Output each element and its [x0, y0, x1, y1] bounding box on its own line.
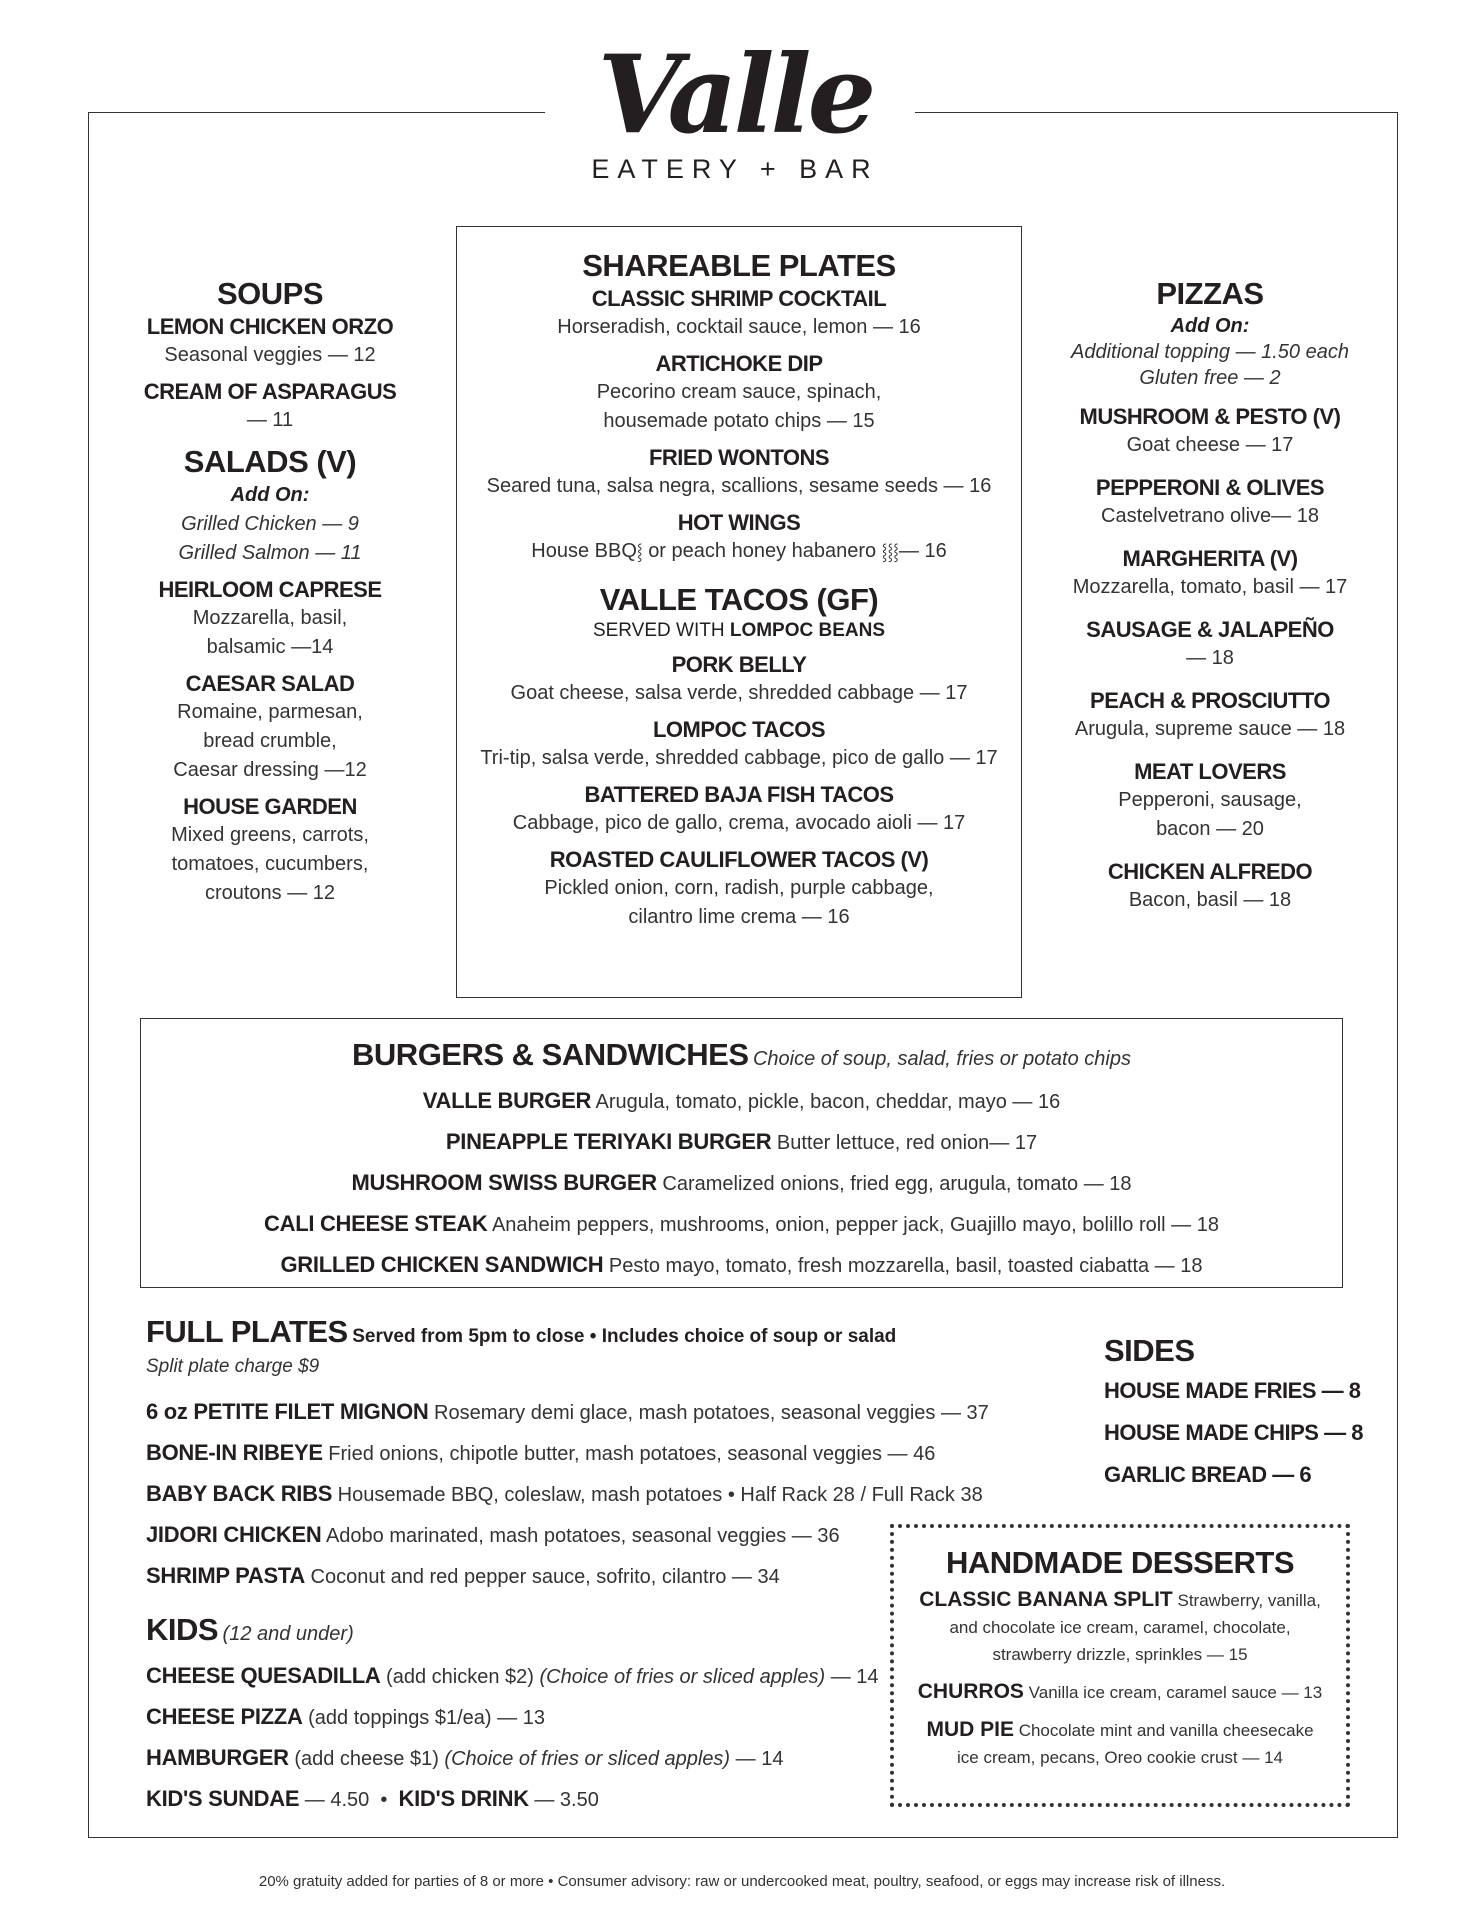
menu-item-desc: Coconut and red pepper sauce, sofrito, cilantro — 34: [310, 1566, 780, 1588]
bullet: •: [380, 1789, 388, 1811]
menu-item-note: (Choice of fries or sliced apples): [539, 1666, 826, 1688]
menu-item-name: MEAT LOVERS: [1134, 759, 1286, 784]
burgers-subtitle: Choice of soup, salad, fries or potato chips: [752, 1048, 1131, 1070]
menu-item-name: ARTICHOKE DIP: [655, 351, 823, 376]
menu-item-desc: bread crumble,: [203, 730, 337, 752]
shareable-tacos-column: [456, 247, 1022, 932]
menu-item-name: CHICKEN ALFREDO: [1107, 859, 1313, 884]
menu-item-desc: — 11: [246, 409, 294, 431]
wings-desc-c: — 16: [898, 540, 947, 562]
shareable-heading: SHAREABLE PLATES: [582, 248, 896, 283]
menu-item-desc: Cabbage, pico de gallo, crema, avocado aioli — 17: [512, 812, 966, 834]
menu-item-name: BATTERED BAJA FISH TACOS: [584, 782, 894, 807]
menu-item-desc: ice cream, pecans, Oreo cookie crust — 14: [957, 1748, 1283, 1767]
menu-item-name: MUSHROOM SWISS BURGER: [351, 1170, 657, 1195]
desserts-section: [900, 1544, 1340, 1771]
menu-item-desc: Mozzarella, tomato, basil — 17: [1072, 576, 1348, 598]
soups-heading: SOUPS: [216, 276, 324, 311]
menu-item-desc: balsamic —14: [206, 636, 334, 658]
sides-heading: SIDES: [1104, 1333, 1195, 1368]
menu-item-desc: Fried onions, chipotle butter, mash potatoes, seasonal veggies — 46: [328, 1443, 936, 1465]
menu-item-desc: housemade potato chips — 15: [603, 410, 875, 432]
menu-item-desc: bacon — 20: [1156, 818, 1264, 840]
menu-item-desc: Horseradish, cocktail sauce, lemon — 16: [557, 316, 921, 338]
menu-item-desc: Goat cheese — 17: [1126, 434, 1294, 456]
menu-item-desc: (add toppings $1/ea): [308, 1707, 492, 1729]
menu-item-name: MUD PIE: [926, 1718, 1014, 1741]
burger-row: [140, 1163, 1343, 1204]
served-beans: LOMPOC BEANS: [729, 620, 886, 641]
menu-item-name: VALLE BURGER: [422, 1088, 592, 1113]
menu-item-desc: Romaine, parmesan,: [177, 701, 363, 723]
soups-salads-column: [125, 275, 415, 908]
menu-item-name: LEMON CHICKEN ORZO: [146, 314, 394, 339]
menu-item-name: MARGHERITA (V): [1122, 546, 1298, 571]
full-plates-heading-row: [146, 1313, 1026, 1356]
menu-item-price: — 14: [830, 1666, 879, 1688]
menu-item-desc: Arugula, tomato, pickle, bacon, cheddar, mayo — 16: [595, 1091, 1061, 1113]
logo-wordmark: Valle: [597, 32, 873, 158]
menu-item-desc: Caramelized onions, fried egg, arugula, tomato — 18: [662, 1173, 1132, 1195]
chili-icon: ⸾⸾⸾: [881, 544, 899, 561]
wings-desc-a: House BBQ: [531, 540, 637, 562]
menu-item-name: PORK BELLY: [671, 652, 807, 677]
logo: [555, 32, 915, 200]
menu-item-name: CLASSIC SHRIMP COCKTAIL: [591, 286, 887, 311]
menu-item-desc: Tri-tip, salsa verde, shredded cabbage, pico de gallo — 17: [480, 747, 998, 769]
plate-row: [146, 1433, 1026, 1474]
menu-item-desc: Bacon, basil — 18: [1128, 889, 1292, 911]
burger-row: [140, 1122, 1343, 1163]
menu-item-desc: Goat cheese, salsa verde, shredded cabbage — 17: [510, 682, 968, 704]
menu-item-name: CLASSIC BANANA SPLIT: [919, 1588, 1173, 1611]
desserts-heading: HANDMADE DESSERTS: [945, 1545, 1295, 1580]
menu-item-name: CAESAR SALAD: [185, 671, 355, 696]
pizzas-addon-label: Add On:: [1170, 315, 1250, 337]
pizzas-addon: Gluten free — 2: [1139, 367, 1281, 389]
menu-item-name: SHRIMP PASTA: [146, 1563, 305, 1588]
menu-item-desc: and chocolate ice cream, caramel, chocolate,: [949, 1618, 1291, 1637]
menu-item-desc: Mozzarella, basil,: [192, 607, 348, 629]
menu-item-name: BABY BACK RIBS: [146, 1481, 333, 1506]
menu-item-name: LOMPOC TACOS: [652, 717, 826, 742]
footer-disclaimer: 20% gratuity added for parties of 8 or more • Consumer advisory: raw or undercooked meat, poultry, seafood, or eggs may increase risk of illness.: [258, 1873, 1226, 1890]
pizzas-heading: PIZZAS: [1156, 276, 1264, 311]
menu-item-desc: Butter lettuce, red onion— 17: [776, 1132, 1038, 1154]
chili-icon: ⸾: [636, 544, 643, 561]
menu-item-desc: cilantro lime crema — 16: [628, 906, 850, 928]
menu-item-desc: Anaheim peppers, mushrooms, onion, pepper jack, Guajillo mayo, bolillo roll — 18: [491, 1214, 1219, 1236]
menu-item-name: CHEESE PIZZA: [146, 1704, 303, 1729]
burger-row: [140, 1204, 1343, 1245]
salads-heading: SALADS (V): [183, 444, 357, 479]
menu-item-desc: Caesar dressing —12: [173, 759, 367, 781]
menu-item-desc: Pesto mayo, tomato, fresh mozzarella, basil, toasted ciabatta — 18: [608, 1255, 1203, 1277]
tacos-heading: VALLE TACOS (GF): [599, 582, 879, 617]
menu-item-name: PINEAPPLE TERIYAKI BURGER: [445, 1129, 772, 1154]
menu-item-desc: (add cheese $1): [294, 1748, 439, 1770]
menu-item-name: CREAM OF ASPARAGUS: [143, 379, 397, 404]
menu-item-name: HOT WINGS: [677, 510, 801, 535]
menu-item-name: CHEESE QUESADILLA: [146, 1663, 381, 1688]
menu-item-name: SAUSAGE & JALAPEÑO: [1086, 617, 1334, 642]
menu-item-desc: Strawberry, vanilla,: [1177, 1591, 1321, 1610]
menu-item-name: FRIED WONTONS: [648, 445, 830, 470]
menu-item-name: CALI CHEESE STEAK: [264, 1211, 488, 1236]
salads-addon: Grilled Chicken — 9: [181, 513, 359, 535]
menu-item-desc: croutons — 12: [204, 882, 336, 904]
menu-item-name: ROASTED CAULIFLOWER TACOS (V): [549, 847, 929, 872]
burgers-heading-row: [140, 1036, 1343, 1081]
menu-item-name: PEACH & PROSCIUTTO: [1090, 688, 1330, 713]
menu-item-desc: Rosemary demi glace, mash potatoes, seasonal veggies — 37: [434, 1402, 989, 1424]
menu-item-name: JIDORI CHICKEN: [146, 1522, 322, 1547]
menu-item-desc: Arugula, supreme sauce — 18: [1074, 718, 1346, 740]
burger-row: [140, 1245, 1343, 1286]
menu-item-note: (Choice of fries or sliced apples): [444, 1748, 731, 1770]
plate-row: [146, 1392, 1026, 1433]
menu-item-desc: Seasonal veggies — 12: [164, 344, 376, 366]
menu-item-desc: Pecorino cream sauce, spinach,: [596, 381, 882, 403]
menu-item-name: HOUSE GARDEN: [183, 794, 357, 819]
menu-item-desc: Seared tuna, salsa negra, scallions, sesame seeds — 16: [486, 475, 992, 497]
menu-item-name: CHURROS: [917, 1680, 1024, 1703]
salads-addon: Grilled Salmon — 11: [178, 542, 362, 564]
menu-item-desc: tomatoes, cucumbers,: [171, 853, 369, 875]
dessert-item: [900, 1586, 1340, 1668]
pizzas-addon: Additional topping — 1.50 each: [1071, 341, 1349, 363]
burger-row: [140, 1081, 1343, 1122]
full-plates-note: Split plate charge $9: [146, 1356, 320, 1377]
menu-item-name: KID'S DRINK: [398, 1786, 529, 1811]
served-prefix: SERVED WITH: [592, 620, 725, 641]
menu-item-price: — 4.50: [304, 1789, 370, 1811]
side-item: HOUSE MADE FRIES — 8: [1104, 1378, 1361, 1403]
sides-section: [1104, 1332, 1364, 1496]
menu-item-desc: Housemade BBQ, coleslaw, mash potatoes • Half Rack 28 / Full Rack 38: [337, 1484, 983, 1506]
menu-item-desc: Adobo marinated, mash potatoes, seasonal veggies — 36: [325, 1525, 840, 1547]
menu-item-name: KID'S SUNDAE: [146, 1786, 300, 1811]
burgers-heading: BURGERS & SANDWICHES: [352, 1037, 749, 1072]
full-plates-heading: FULL PLATES: [146, 1314, 348, 1349]
menu-item-price: — 13: [497, 1707, 545, 1729]
menu-item-desc: [456, 537, 1022, 567]
menu-item-price: — 14: [735, 1748, 784, 1770]
menu-item-desc: Pepperoni, sausage,: [1118, 789, 1302, 811]
side-item: GARLIC BREAD — 6: [1104, 1462, 1312, 1487]
kids-subtitle: (12 and under): [222, 1623, 354, 1645]
dessert-item: [900, 1678, 1340, 1706]
menu-item-desc: strawberry drizzle, sprinkles — 15: [992, 1645, 1248, 1664]
logo-subtitle: EATERY + BAR: [591, 154, 879, 184]
kids-heading: KIDS: [146, 1612, 219, 1647]
menu-item-desc: (add chicken $2): [386, 1666, 534, 1688]
menu-item-name: MUSHROOM & PESTO (V): [1079, 404, 1341, 429]
menu-item-name: GRILLED CHICKEN SANDWICH: [280, 1252, 604, 1277]
menu-item-desc: Castelvetrano olive— 18: [1101, 505, 1319, 527]
plate-row: [146, 1474, 1026, 1515]
menu-item-price: — 3.50: [534, 1789, 599, 1811]
wings-desc-b: or peach honey habanero: [648, 540, 877, 562]
pizzas-column: [1050, 275, 1370, 915]
dessert-item: [900, 1716, 1340, 1771]
menu-item-name: 6 oz PETITE FILET MIGNON: [146, 1399, 429, 1424]
menu-item-desc: Pickled onion, corn, radish, purple cabbage,: [544, 877, 934, 899]
menu-item-desc: — 18: [1186, 647, 1234, 669]
side-item: HOUSE MADE CHIPS — 8: [1104, 1420, 1363, 1445]
menu-item-name: HEIRLOOM CAPRESE: [158, 577, 382, 602]
menu-item-desc: Mixed greens, carrots,: [171, 824, 369, 846]
salads-addon-label: Add On:: [230, 484, 310, 506]
menu-item-name: BONE-IN RIBEYE: [146, 1440, 323, 1465]
menu-item-desc: Vanilla ice cream, caramel sauce — 13: [1028, 1683, 1323, 1702]
menu-item-desc: Chocolate mint and vanilla cheesecake: [1018, 1721, 1314, 1740]
burgers-section: [140, 1036, 1343, 1286]
menu-item-name: PEPPERONI & OLIVES: [1095, 475, 1325, 500]
menu-item-name: HAMBURGER: [146, 1745, 289, 1770]
tacos-served-with: [456, 619, 1022, 643]
full-plates-subtitle: Served from 5pm to close • Includes choice of soup or salad: [352, 1326, 897, 1347]
